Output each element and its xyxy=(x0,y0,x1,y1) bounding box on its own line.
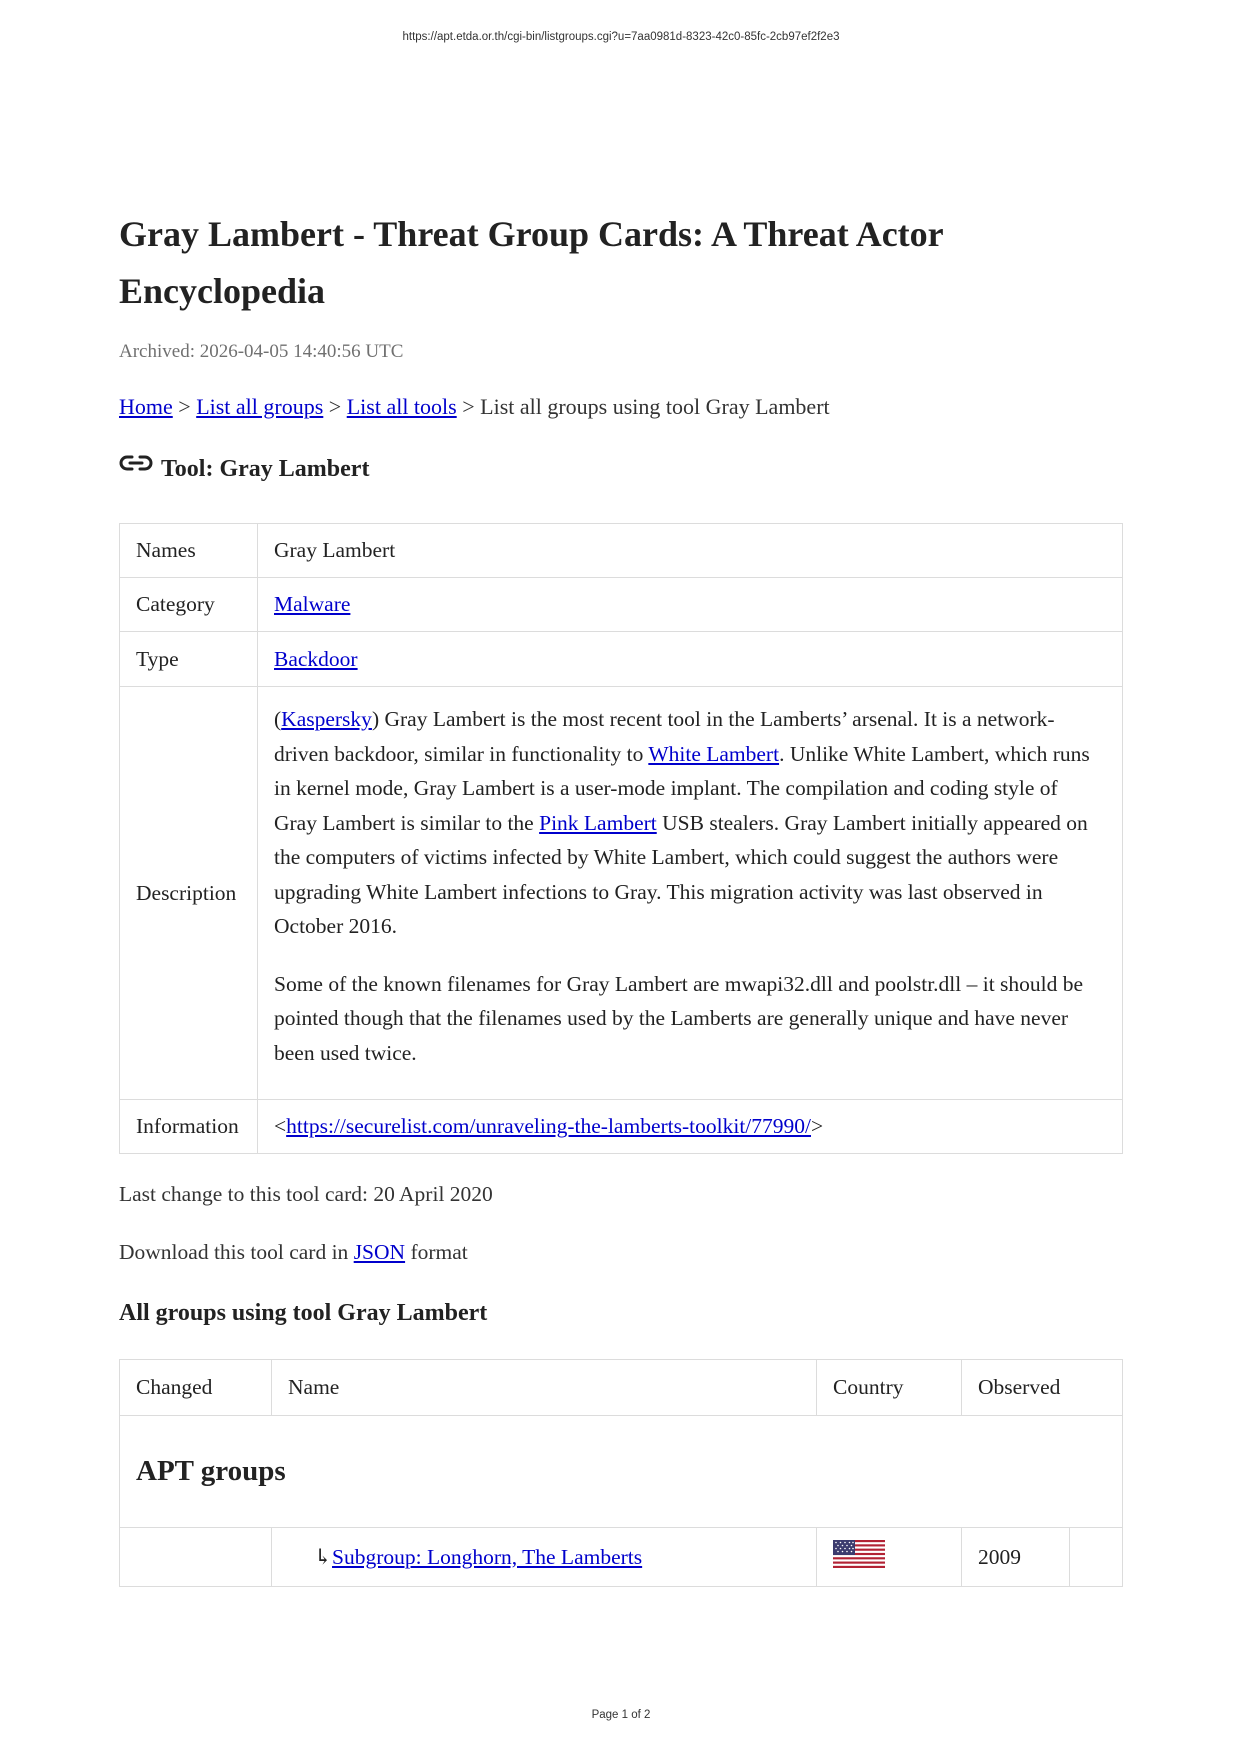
row-country xyxy=(817,1528,962,1587)
type-label: Type xyxy=(120,632,258,687)
header-observed: Observed xyxy=(962,1360,1123,1416)
angle-bracket-close: > xyxy=(811,1114,824,1139)
tool-heading xyxy=(119,456,369,483)
download-line xyxy=(119,1240,468,1265)
description-text: . Unlike White Lambert, which runs in kernel mode, Gray Lambert is a user-mode implant. The compilation and coding style of Gray Lambert is similar to the xyxy=(274,741,1090,835)
table-row xyxy=(120,1528,1123,1587)
information-value xyxy=(258,1100,1123,1154)
description-text: USB stealers. Gray Lambert initially appeared on the computers of victims infected by White Lambert, which could suggest the authors were upgrading White Lambert infections to Gray. This migration activity was last observed in October 2016. xyxy=(274,810,1088,938)
breadcrumb-separator: > xyxy=(178,394,191,419)
description-paragraph xyxy=(274,702,1106,944)
breadcrumb-separator: > xyxy=(462,394,475,419)
groups-header-row xyxy=(120,1360,1123,1416)
kaspersky-link[interactable]: Kaspersky xyxy=(281,707,372,731)
category-row xyxy=(120,578,1123,632)
description-value xyxy=(258,687,1123,1100)
header-country: Country xyxy=(817,1360,962,1416)
type-row xyxy=(120,632,1123,687)
apt-groups-title: APT groups xyxy=(136,1455,286,1487)
description-row xyxy=(120,687,1123,1100)
row-changed xyxy=(120,1528,272,1587)
breadcrumb xyxy=(119,394,830,420)
description-paragraph-filenames: Some of the known filenames for Gray Lambert are mwapi32.dll and poolstr.dll – it should be pointed though that the filenames used by the Lamberts are generally unique and have never been used twice. xyxy=(274,971,1084,1065)
row-name xyxy=(272,1528,817,1587)
download-suffix: format xyxy=(405,1240,468,1264)
row-extra xyxy=(1070,1528,1123,1587)
type-backdoor-link[interactable]: Backdoor xyxy=(274,646,358,671)
securelist-link[interactable]: https://securelist.com/unraveling-the-lamberts-toolkit/77990/ xyxy=(286,1114,811,1139)
groups-heading: All groups using tool Gray Lambert xyxy=(119,1300,488,1326)
tool-heading-text: Tool: Gray Lambert xyxy=(161,456,370,482)
download-prefix: Download this tool card in xyxy=(119,1240,354,1264)
breadcrumb-home-link[interactable]: Home xyxy=(119,394,173,419)
names-label: Names xyxy=(120,524,258,578)
pink-lambert-link[interactable]: Pink Lambert xyxy=(539,810,657,835)
breadcrumb-current: List all groups using tool Gray Lambert xyxy=(480,394,830,419)
url-header: https://apt.etda.or.th/cgi-bin/listgroups.cgi?u=7aa0981d-8323-42c0-85fc-2cb97ef2f2e3 xyxy=(402,31,840,43)
header-name: Name xyxy=(272,1360,817,1416)
json-download-link[interactable]: JSON xyxy=(353,1240,406,1264)
information-row xyxy=(120,1100,1123,1154)
archived-timestamp: Archived: 2026-04-05 14:40:56 UTC xyxy=(119,341,404,362)
angle-bracket-open: < xyxy=(274,1114,287,1139)
section-row xyxy=(120,1416,1123,1528)
description-label: Description xyxy=(120,687,258,1100)
page-footer: Page 1 of 2 xyxy=(591,1709,651,1721)
breadcrumb-list-groups-link[interactable]: List all groups xyxy=(196,394,324,419)
page-title: Gray Lambert - Threat Group Cards: A Threat Actor Encyclopedia xyxy=(119,214,943,311)
information-label: Information xyxy=(120,1100,258,1154)
last-change: Last change to this tool card: 20 April 2020 xyxy=(119,1182,493,1206)
category-malware-link[interactable]: Malware xyxy=(274,592,351,617)
row-observed: 2009 xyxy=(962,1528,1070,1587)
tool-info-table xyxy=(119,523,1123,1154)
description-text: ) Gray Lambert is the most recent tool in the Lamberts’ arsenal. It is a network-driven backdoor, similar in functionality to xyxy=(274,707,1055,766)
names-value: Gray Lambert xyxy=(258,524,1123,578)
names-row xyxy=(120,524,1123,578)
header-changed: Changed xyxy=(120,1360,272,1416)
white-lambert-link[interactable]: White Lambert xyxy=(648,741,780,766)
section-title xyxy=(120,1416,1123,1528)
us-flag-icon xyxy=(833,1540,885,1568)
subgroup-arrow-icon: ↳ xyxy=(314,1544,333,1569)
description-text: ( xyxy=(274,707,282,731)
breadcrumb-list-tools-link[interactable]: List all tools xyxy=(346,394,457,419)
breadcrumb-separator: > xyxy=(328,394,342,419)
groups-table xyxy=(119,1359,1123,1587)
subgroup-longhorn-link[interactable]: Subgroup: Longhorn, The Lamberts xyxy=(332,1544,643,1569)
category-label: Category xyxy=(120,578,258,632)
link-icon xyxy=(119,453,153,473)
